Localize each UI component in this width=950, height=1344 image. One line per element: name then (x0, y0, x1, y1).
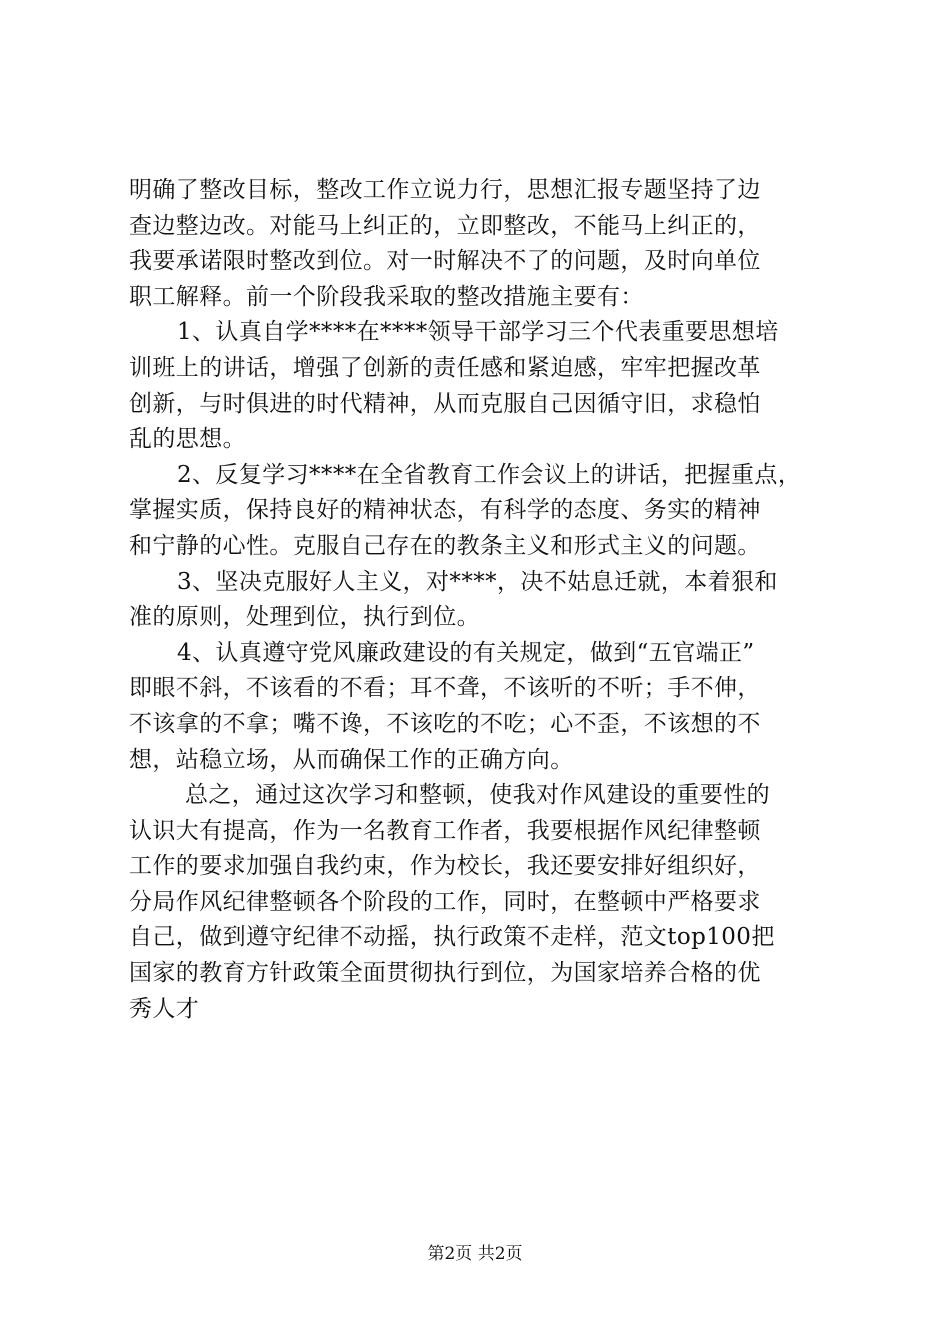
text-line: 自己，做到遵守纪律不动摇，执行政策不走样，范文top100把 (129, 924, 775, 951)
text-line: 创新，与时俱进的时代精神，从而克服自己因循守旧，求稳怕 (129, 390, 761, 417)
text-line: 总之，通过这次学习和整顿，使我对作风建设的重要性的 (185, 782, 770, 809)
text-line: 掌握实质，保持良好的精神状态，有科学的态度、务实的精神 (129, 497, 761, 524)
text-line: 3、坚决克服好人主义，对****，决不姑息迁就，本着狠和 (177, 568, 778, 595)
text-line: 我要承诺限时整改到位。对一时解决不了的问题，及时向单位 (129, 248, 761, 275)
text-line: 2、反复学习****在全省教育工作会议上的讲话，把握重点， (177, 461, 802, 488)
text-line: 训班上的讲话，增强了创新的责任感和紧迫感，牢牢把握改革 (129, 354, 761, 381)
text-line: 乱的思想。 (129, 426, 246, 453)
text-line: 查边整边改。对能马上纠正的，立即整改，不能马上纠正的， (129, 212, 761, 239)
text-line: 国家的教育方针政策全面贯彻执行到位，为国家培养合格的优 (129, 960, 761, 987)
text-line: 认识大有提高，作为一名教育工作者，我要根据作风纪律整顿 (129, 817, 761, 844)
text-line: 想，站稳立场，从而确保工作的正确方向。 (129, 746, 574, 773)
text-line: 准的原则，处理到位，执行到位。 (129, 604, 480, 631)
text-line: 秀人才 (129, 995, 200, 1022)
text-line: 工作的要求加强自我约束，作为校长，我还要安排好组织好， (129, 853, 761, 880)
text-line: 1、认真自学****在****领导干部学习三个代表重要思想培 (177, 319, 779, 346)
text-line: 明确了整改目标，整改工作立说力行，思想汇报专题坚持了边 (129, 177, 761, 203)
text-line: 即眼不斜，不该看的不看；耳不聋，不该听的不听；手不伸， (129, 675, 761, 702)
text-line: 和宁静的心性。克服自己存在的教条主义和形式主义的问题。 (129, 532, 761, 559)
text-line: 4、认真遵守党风廉政建设的有关规定，做到“五官端正” (177, 639, 755, 666)
text-line: 职工解释。前一个阶段我采取的整改措施主要有： (129, 283, 644, 310)
text-line: 不该拿的不拿；嘴不谗，不该吃的不吃；心不歪，不该想的不 (129, 710, 761, 737)
document-body (129, 173, 829, 1027)
page-number-footer: 第2页 共2页 (427, 1244, 523, 1264)
text-line: 分局作风纪律整顿各个阶段的工作，同时，在整顿中严格要求 (129, 888, 761, 915)
